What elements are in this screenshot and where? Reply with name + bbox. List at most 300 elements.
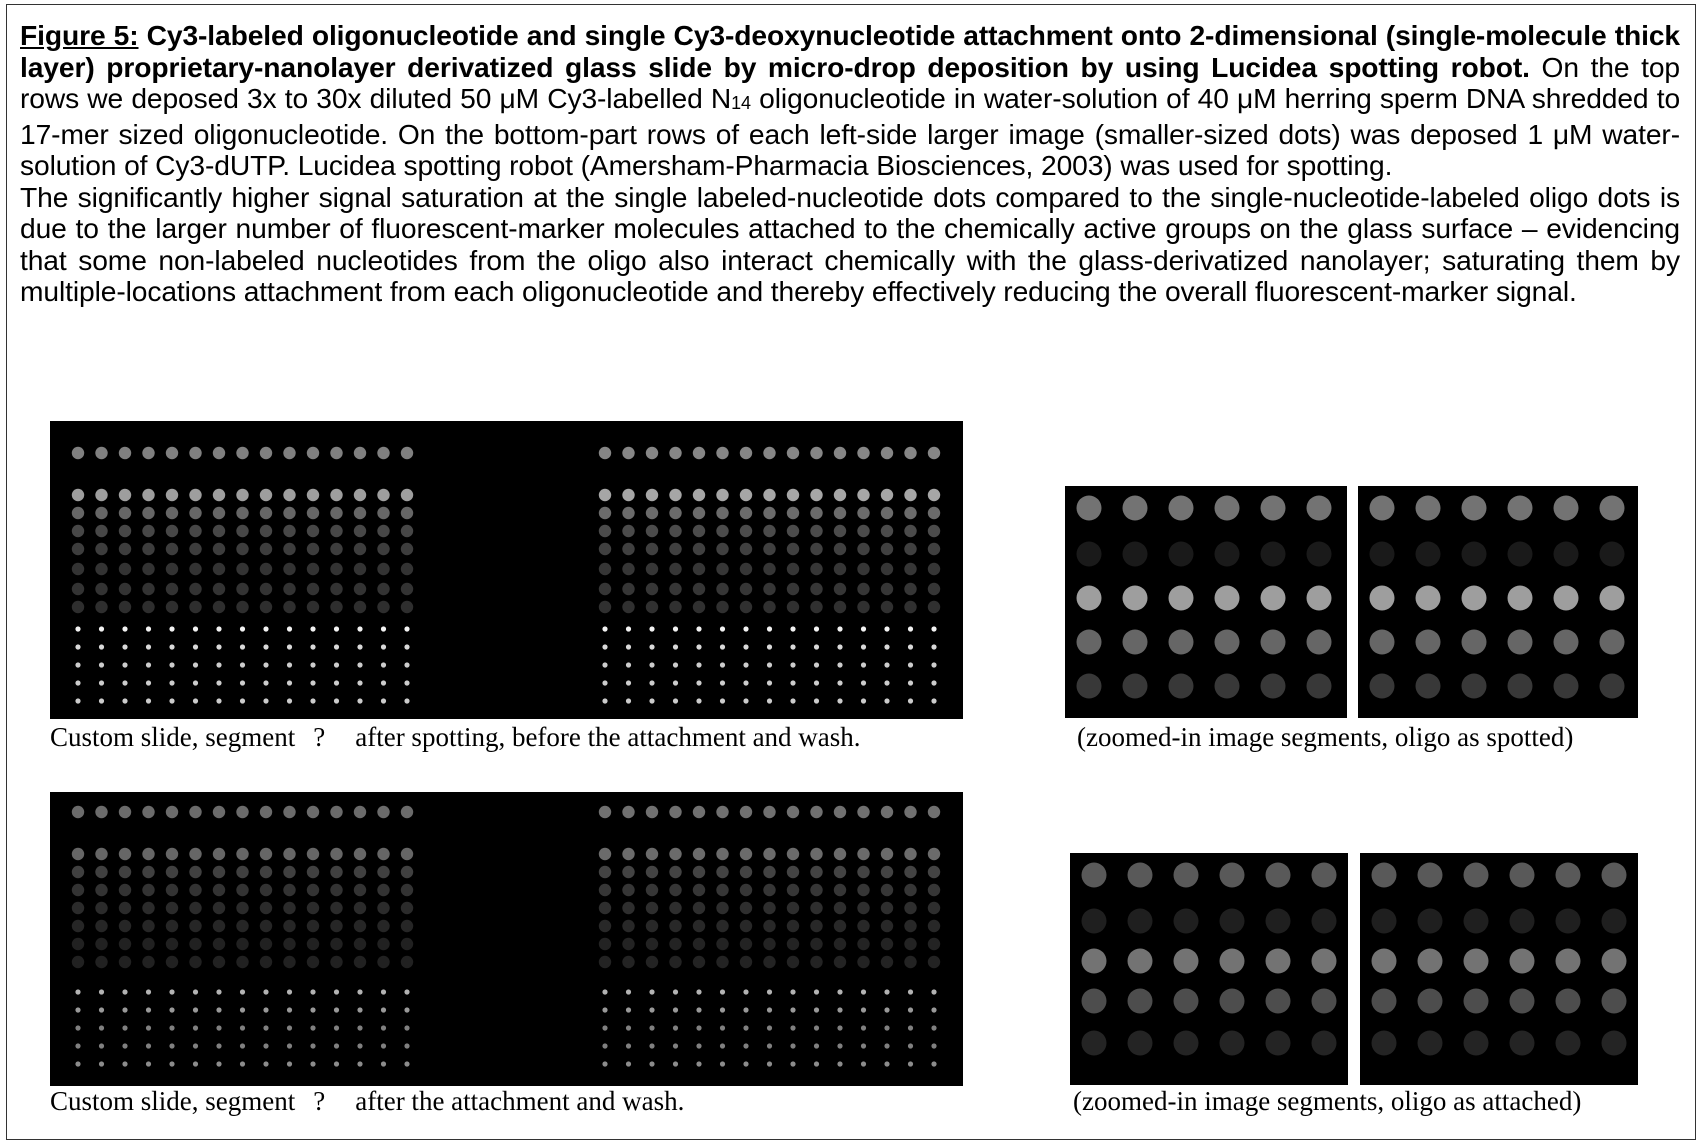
array-dot bbox=[673, 662, 678, 667]
array-dot bbox=[357, 1043, 362, 1048]
array-dot bbox=[75, 626, 80, 631]
array-dot bbox=[673, 680, 678, 685]
array-dot bbox=[908, 1061, 913, 1066]
array-spot bbox=[213, 447, 225, 459]
array-spot bbox=[787, 583, 799, 595]
array-dot bbox=[767, 698, 772, 703]
array-spot bbox=[1077, 674, 1102, 699]
array-dot bbox=[287, 644, 292, 649]
array-spot bbox=[189, 507, 201, 519]
array-spot bbox=[857, 563, 869, 575]
array-spot bbox=[377, 601, 389, 613]
array-spot bbox=[881, 507, 893, 519]
array-spot bbox=[810, 938, 822, 950]
array-spot bbox=[904, 884, 916, 896]
array-spot bbox=[213, 848, 225, 860]
array-spot bbox=[881, 938, 893, 950]
array-spot bbox=[881, 920, 893, 932]
array-dot bbox=[381, 662, 386, 667]
array-dot bbox=[357, 662, 362, 667]
label-before-wash-prefix: Custom slide, segment bbox=[50, 722, 296, 752]
array-dot bbox=[99, 680, 104, 685]
figure-title: Cy3-labeled oligonucleotide and single Cy3-deoxynucleotide attachment onto 2-dimensional (single-molecule thick layer) proprietary-nanolayer derivatized glass slide by micro-drop deposition by using Lucidea spotting robot. bbox=[20, 19, 1680, 83]
array-spot bbox=[260, 583, 272, 595]
array-dot bbox=[673, 698, 678, 703]
array-spot bbox=[236, 543, 248, 555]
array-spot bbox=[166, 938, 178, 950]
array-spot bbox=[928, 866, 940, 878]
array-dot bbox=[861, 1043, 866, 1048]
zoom-image-spotted-right bbox=[1358, 486, 1638, 718]
array-dot bbox=[169, 626, 174, 631]
array-spot bbox=[669, 920, 681, 932]
array-spot bbox=[1510, 909, 1535, 934]
array-spot bbox=[330, 583, 342, 595]
array-dot bbox=[357, 644, 362, 649]
array-spot bbox=[1372, 949, 1397, 974]
array-dot bbox=[884, 644, 889, 649]
array-spot bbox=[716, 938, 728, 950]
array-dot bbox=[790, 662, 795, 667]
array-dot bbox=[649, 1061, 654, 1066]
array-spot bbox=[787, 866, 799, 878]
array-spot bbox=[928, 525, 940, 537]
array-spot bbox=[283, 884, 295, 896]
array-spot bbox=[834, 583, 846, 595]
array-spot bbox=[119, 938, 131, 950]
array-spot bbox=[1508, 496, 1533, 521]
array-spot bbox=[1128, 909, 1153, 934]
array-spot bbox=[189, 806, 201, 818]
array-dot bbox=[287, 989, 292, 994]
array-spot bbox=[1556, 1031, 1581, 1056]
array-spot bbox=[401, 489, 413, 501]
array-dot bbox=[357, 1007, 362, 1012]
array-spot bbox=[716, 563, 728, 575]
array-spot bbox=[401, 902, 413, 914]
array-spot bbox=[810, 866, 822, 878]
array-spot bbox=[119, 489, 131, 501]
array-spot bbox=[787, 884, 799, 896]
array-spot bbox=[904, 583, 916, 595]
array-dot bbox=[602, 680, 607, 685]
array-spot bbox=[72, 507, 84, 519]
array-spot bbox=[1169, 630, 1194, 655]
array-dot bbox=[216, 662, 221, 667]
array-spot bbox=[763, 902, 775, 914]
array-dot bbox=[122, 698, 127, 703]
array-spot bbox=[1556, 909, 1581, 934]
array-spot bbox=[1077, 496, 1102, 521]
label-zoom-attached: (zoomed-in image segments, oligo as attached) bbox=[1073, 1086, 1582, 1116]
array-spot bbox=[95, 920, 107, 932]
array-spot bbox=[95, 507, 107, 519]
array-spot bbox=[189, 601, 201, 613]
array-spot bbox=[1372, 1031, 1397, 1056]
array-dot bbox=[743, 1043, 748, 1048]
array-spot bbox=[693, 806, 705, 818]
array-spot bbox=[166, 489, 178, 501]
array-spot bbox=[740, 525, 752, 537]
array-spot bbox=[330, 806, 342, 818]
array-spot bbox=[928, 920, 940, 932]
array-spot bbox=[857, 507, 869, 519]
array-dot bbox=[240, 680, 245, 685]
caption-text-2: The significantly higher signal saturation at the single labeled-nucleotide dots compared to the single-nucleotide-labeled oligo dots is due to the larger number of fluorescent-marker molecules attached to the chemically active groups on the glass surface – evidencing that some non-labeled nucleotides from the oligo also interact chemically with the glass-derivatized nanolayer; saturating them by multiple-locations attachment from each oligonucleotide and thereby effectively reducing the overall fluorescent-marker signal. bbox=[20, 180, 1680, 307]
array-spot bbox=[599, 866, 611, 878]
array-spot bbox=[857, 489, 869, 501]
array-spot bbox=[401, 956, 413, 968]
array-dot bbox=[216, 989, 221, 994]
array-dot bbox=[861, 626, 866, 631]
array-dot bbox=[602, 698, 607, 703]
array-spot bbox=[72, 601, 84, 613]
array-spot bbox=[189, 920, 201, 932]
array-spot bbox=[330, 938, 342, 950]
array-dot bbox=[673, 1025, 678, 1030]
array-spot bbox=[95, 866, 107, 878]
array-dot bbox=[908, 626, 913, 631]
figure-caption bbox=[20, 20, 1680, 308]
array-spot bbox=[810, 848, 822, 860]
array-spot bbox=[166, 866, 178, 878]
array-dot bbox=[767, 1007, 772, 1012]
array-spot bbox=[1128, 949, 1153, 974]
array-spot bbox=[377, 489, 389, 501]
array-spot bbox=[646, 507, 658, 519]
array-dot bbox=[696, 1043, 701, 1048]
array-spot bbox=[834, 489, 846, 501]
array-spot bbox=[119, 920, 131, 932]
array-spot bbox=[377, 848, 389, 860]
array-dot bbox=[287, 680, 292, 685]
array-spot bbox=[1082, 949, 1107, 974]
array-spot bbox=[1418, 989, 1443, 1014]
array-dot bbox=[673, 626, 678, 631]
array-spot bbox=[260, 525, 272, 537]
array-spot bbox=[1416, 496, 1441, 521]
array-spot bbox=[669, 489, 681, 501]
array-dot bbox=[357, 1061, 362, 1066]
array-spot bbox=[283, 543, 295, 555]
array-spot bbox=[1508, 674, 1533, 699]
array-spot bbox=[1370, 674, 1395, 699]
array-spot bbox=[95, 884, 107, 896]
array-dot bbox=[146, 626, 151, 631]
array-spot bbox=[1312, 949, 1337, 974]
array-spot bbox=[236, 507, 248, 519]
array-spot bbox=[834, 938, 846, 950]
array-spot bbox=[763, 806, 775, 818]
array-dot bbox=[861, 1025, 866, 1030]
array-spot bbox=[142, 884, 154, 896]
array-dot bbox=[75, 1007, 80, 1012]
array-spot bbox=[189, 583, 201, 595]
array-spot bbox=[669, 806, 681, 818]
array-dot bbox=[334, 989, 339, 994]
array-dot bbox=[790, 1043, 795, 1048]
array-spot bbox=[599, 938, 611, 950]
array-spot bbox=[740, 601, 752, 613]
array-spot bbox=[213, 507, 225, 519]
array-spot bbox=[669, 956, 681, 968]
array-spot bbox=[236, 489, 248, 501]
array-spot bbox=[693, 525, 705, 537]
array-spot bbox=[646, 447, 658, 459]
array-spot bbox=[401, 884, 413, 896]
array-dot bbox=[216, 644, 221, 649]
array-spot bbox=[119, 902, 131, 914]
array-spot bbox=[1370, 586, 1395, 611]
array-dot bbox=[720, 662, 725, 667]
array-dot bbox=[837, 1007, 842, 1012]
array-spot bbox=[904, 902, 916, 914]
array-dot bbox=[240, 1007, 245, 1012]
array-dot bbox=[767, 680, 772, 685]
array-spot bbox=[881, 525, 893, 537]
array-dot bbox=[814, 680, 819, 685]
array-spot bbox=[260, 938, 272, 950]
array-spot bbox=[693, 447, 705, 459]
array-spot bbox=[1128, 1031, 1153, 1056]
array-spot bbox=[377, 884, 389, 896]
array-spot bbox=[354, 902, 366, 914]
array-spot bbox=[740, 938, 752, 950]
array-spot bbox=[213, 525, 225, 537]
array-spot bbox=[763, 956, 775, 968]
array-spot bbox=[1464, 1031, 1489, 1056]
array-spot bbox=[763, 489, 775, 501]
array-dot bbox=[99, 1025, 104, 1030]
array-spot bbox=[307, 583, 319, 595]
array-spot bbox=[354, 884, 366, 896]
array-spot bbox=[166, 563, 178, 575]
array-spot bbox=[1462, 674, 1487, 699]
array-spot bbox=[881, 543, 893, 555]
array-spot bbox=[377, 583, 389, 595]
array-spot bbox=[1266, 863, 1291, 888]
array-spot bbox=[740, 920, 752, 932]
array-spot bbox=[646, 902, 658, 914]
array-spot bbox=[669, 601, 681, 613]
array-dot bbox=[649, 644, 654, 649]
array-dot bbox=[837, 626, 842, 631]
array-spot bbox=[693, 543, 705, 555]
array-dot bbox=[790, 644, 795, 649]
array-spot bbox=[1261, 542, 1286, 567]
array-dot bbox=[931, 680, 936, 685]
array-spot bbox=[740, 489, 752, 501]
array-spot bbox=[810, 507, 822, 519]
array-dot bbox=[767, 1061, 772, 1066]
array-dot bbox=[122, 626, 127, 631]
array-dot bbox=[357, 989, 362, 994]
array-spot bbox=[1554, 586, 1579, 611]
array-spot bbox=[1307, 674, 1332, 699]
array-spot bbox=[283, 848, 295, 860]
array-spot bbox=[1123, 586, 1148, 611]
array-spot bbox=[1554, 674, 1579, 699]
array-spot bbox=[716, 884, 728, 896]
array-spot bbox=[260, 601, 272, 613]
array-spot bbox=[810, 563, 822, 575]
array-spot bbox=[669, 563, 681, 575]
array-spot bbox=[646, 884, 658, 896]
array-spot bbox=[1174, 949, 1199, 974]
array-dot bbox=[381, 698, 386, 703]
array-spot bbox=[646, 563, 658, 575]
array-dot bbox=[169, 662, 174, 667]
array-dot bbox=[404, 644, 409, 649]
array-spot bbox=[142, 920, 154, 932]
array-dot bbox=[334, 626, 339, 631]
array-spot bbox=[1082, 863, 1107, 888]
array-spot bbox=[1312, 863, 1337, 888]
array-spot bbox=[307, 489, 319, 501]
array-spot bbox=[72, 543, 84, 555]
array-spot bbox=[213, 884, 225, 896]
array-spot bbox=[213, 543, 225, 555]
array-spot bbox=[166, 583, 178, 595]
array-spot bbox=[928, 447, 940, 459]
array-spot bbox=[260, 902, 272, 914]
array-spot bbox=[810, 884, 822, 896]
array-dot bbox=[931, 698, 936, 703]
array-spot bbox=[669, 848, 681, 860]
array-spot bbox=[330, 543, 342, 555]
array-spot bbox=[142, 902, 154, 914]
array-dot bbox=[837, 1025, 842, 1030]
array-dot bbox=[649, 680, 654, 685]
array-spot bbox=[1307, 630, 1332, 655]
array-dot bbox=[696, 1025, 701, 1030]
array-spot bbox=[236, 447, 248, 459]
array-dot bbox=[861, 680, 866, 685]
array-spot bbox=[307, 601, 319, 613]
array-dot bbox=[931, 644, 936, 649]
array-dot bbox=[169, 1025, 174, 1030]
array-dot bbox=[814, 644, 819, 649]
array-spot bbox=[599, 543, 611, 555]
array-dot bbox=[263, 626, 268, 631]
array-spot bbox=[1215, 630, 1240, 655]
array-spot bbox=[787, 507, 799, 519]
array-spot bbox=[669, 525, 681, 537]
array-spot bbox=[834, 563, 846, 575]
array-spot bbox=[599, 806, 611, 818]
array-spot bbox=[928, 806, 940, 818]
array-spot bbox=[1372, 989, 1397, 1014]
array-dot bbox=[404, 1025, 409, 1030]
array-spot bbox=[189, 938, 201, 950]
array-spot bbox=[95, 489, 107, 501]
array-spot bbox=[787, 848, 799, 860]
array-spot bbox=[260, 507, 272, 519]
array-spot bbox=[881, 489, 893, 501]
array-spot bbox=[72, 938, 84, 950]
array-spot bbox=[834, 920, 846, 932]
array-spot bbox=[401, 543, 413, 555]
array-dot bbox=[263, 680, 268, 685]
array-dot bbox=[626, 662, 631, 667]
array-spot bbox=[307, 938, 319, 950]
array-dot bbox=[310, 1043, 315, 1048]
array-dot bbox=[884, 989, 889, 994]
array-spot bbox=[1077, 586, 1102, 611]
array-dot bbox=[334, 662, 339, 667]
array-dot bbox=[884, 1043, 889, 1048]
array-spot bbox=[1600, 586, 1625, 611]
array-spot bbox=[260, 447, 272, 459]
array-spot bbox=[401, 938, 413, 950]
array-dot bbox=[837, 680, 842, 685]
array-dot bbox=[626, 1007, 631, 1012]
array-spot bbox=[1602, 1031, 1627, 1056]
array-spot bbox=[1462, 496, 1487, 521]
array-dot bbox=[767, 662, 772, 667]
array-spot bbox=[377, 447, 389, 459]
array-dot bbox=[99, 1043, 104, 1048]
array-dot bbox=[884, 1061, 889, 1066]
array-dot bbox=[602, 626, 607, 631]
array-spot bbox=[693, 583, 705, 595]
array-dot bbox=[790, 680, 795, 685]
array-spot bbox=[377, 543, 389, 555]
array-spot bbox=[834, 956, 846, 968]
array-dot bbox=[884, 698, 889, 703]
array-spot bbox=[599, 902, 611, 914]
array-spot bbox=[599, 848, 611, 860]
array-dot bbox=[908, 644, 913, 649]
array-spot bbox=[716, 543, 728, 555]
array-spot bbox=[1174, 909, 1199, 934]
array-spot bbox=[119, 543, 131, 555]
array-spot bbox=[330, 489, 342, 501]
array-dot bbox=[240, 644, 245, 649]
array-dot bbox=[263, 1043, 268, 1048]
array-spot bbox=[928, 583, 940, 595]
array-dot bbox=[814, 1043, 819, 1048]
array-spot bbox=[1508, 542, 1533, 567]
array-dot bbox=[404, 1061, 409, 1066]
array-spot bbox=[740, 583, 752, 595]
array-spot bbox=[1510, 863, 1535, 888]
array-dot bbox=[334, 1025, 339, 1030]
array-spot bbox=[881, 884, 893, 896]
array-spot bbox=[716, 866, 728, 878]
array-spot bbox=[354, 806, 366, 818]
array-dot bbox=[837, 644, 842, 649]
array-spot bbox=[72, 956, 84, 968]
label-after-wash-segment: ? bbox=[313, 1086, 326, 1116]
array-spot bbox=[622, 866, 634, 878]
array-dot bbox=[75, 644, 80, 649]
array-dot bbox=[837, 698, 842, 703]
array-dot bbox=[381, 626, 386, 631]
array-dot bbox=[404, 1043, 409, 1048]
array-spot bbox=[377, 938, 389, 950]
array-spot bbox=[95, 525, 107, 537]
array-dot bbox=[216, 1043, 221, 1048]
array-spot bbox=[622, 583, 634, 595]
array-dot bbox=[169, 644, 174, 649]
array-spot bbox=[354, 543, 366, 555]
array-dot bbox=[334, 644, 339, 649]
array-spot bbox=[1307, 496, 1332, 521]
array-dot bbox=[169, 680, 174, 685]
array-spot bbox=[1123, 496, 1148, 521]
array-dot bbox=[263, 644, 268, 649]
